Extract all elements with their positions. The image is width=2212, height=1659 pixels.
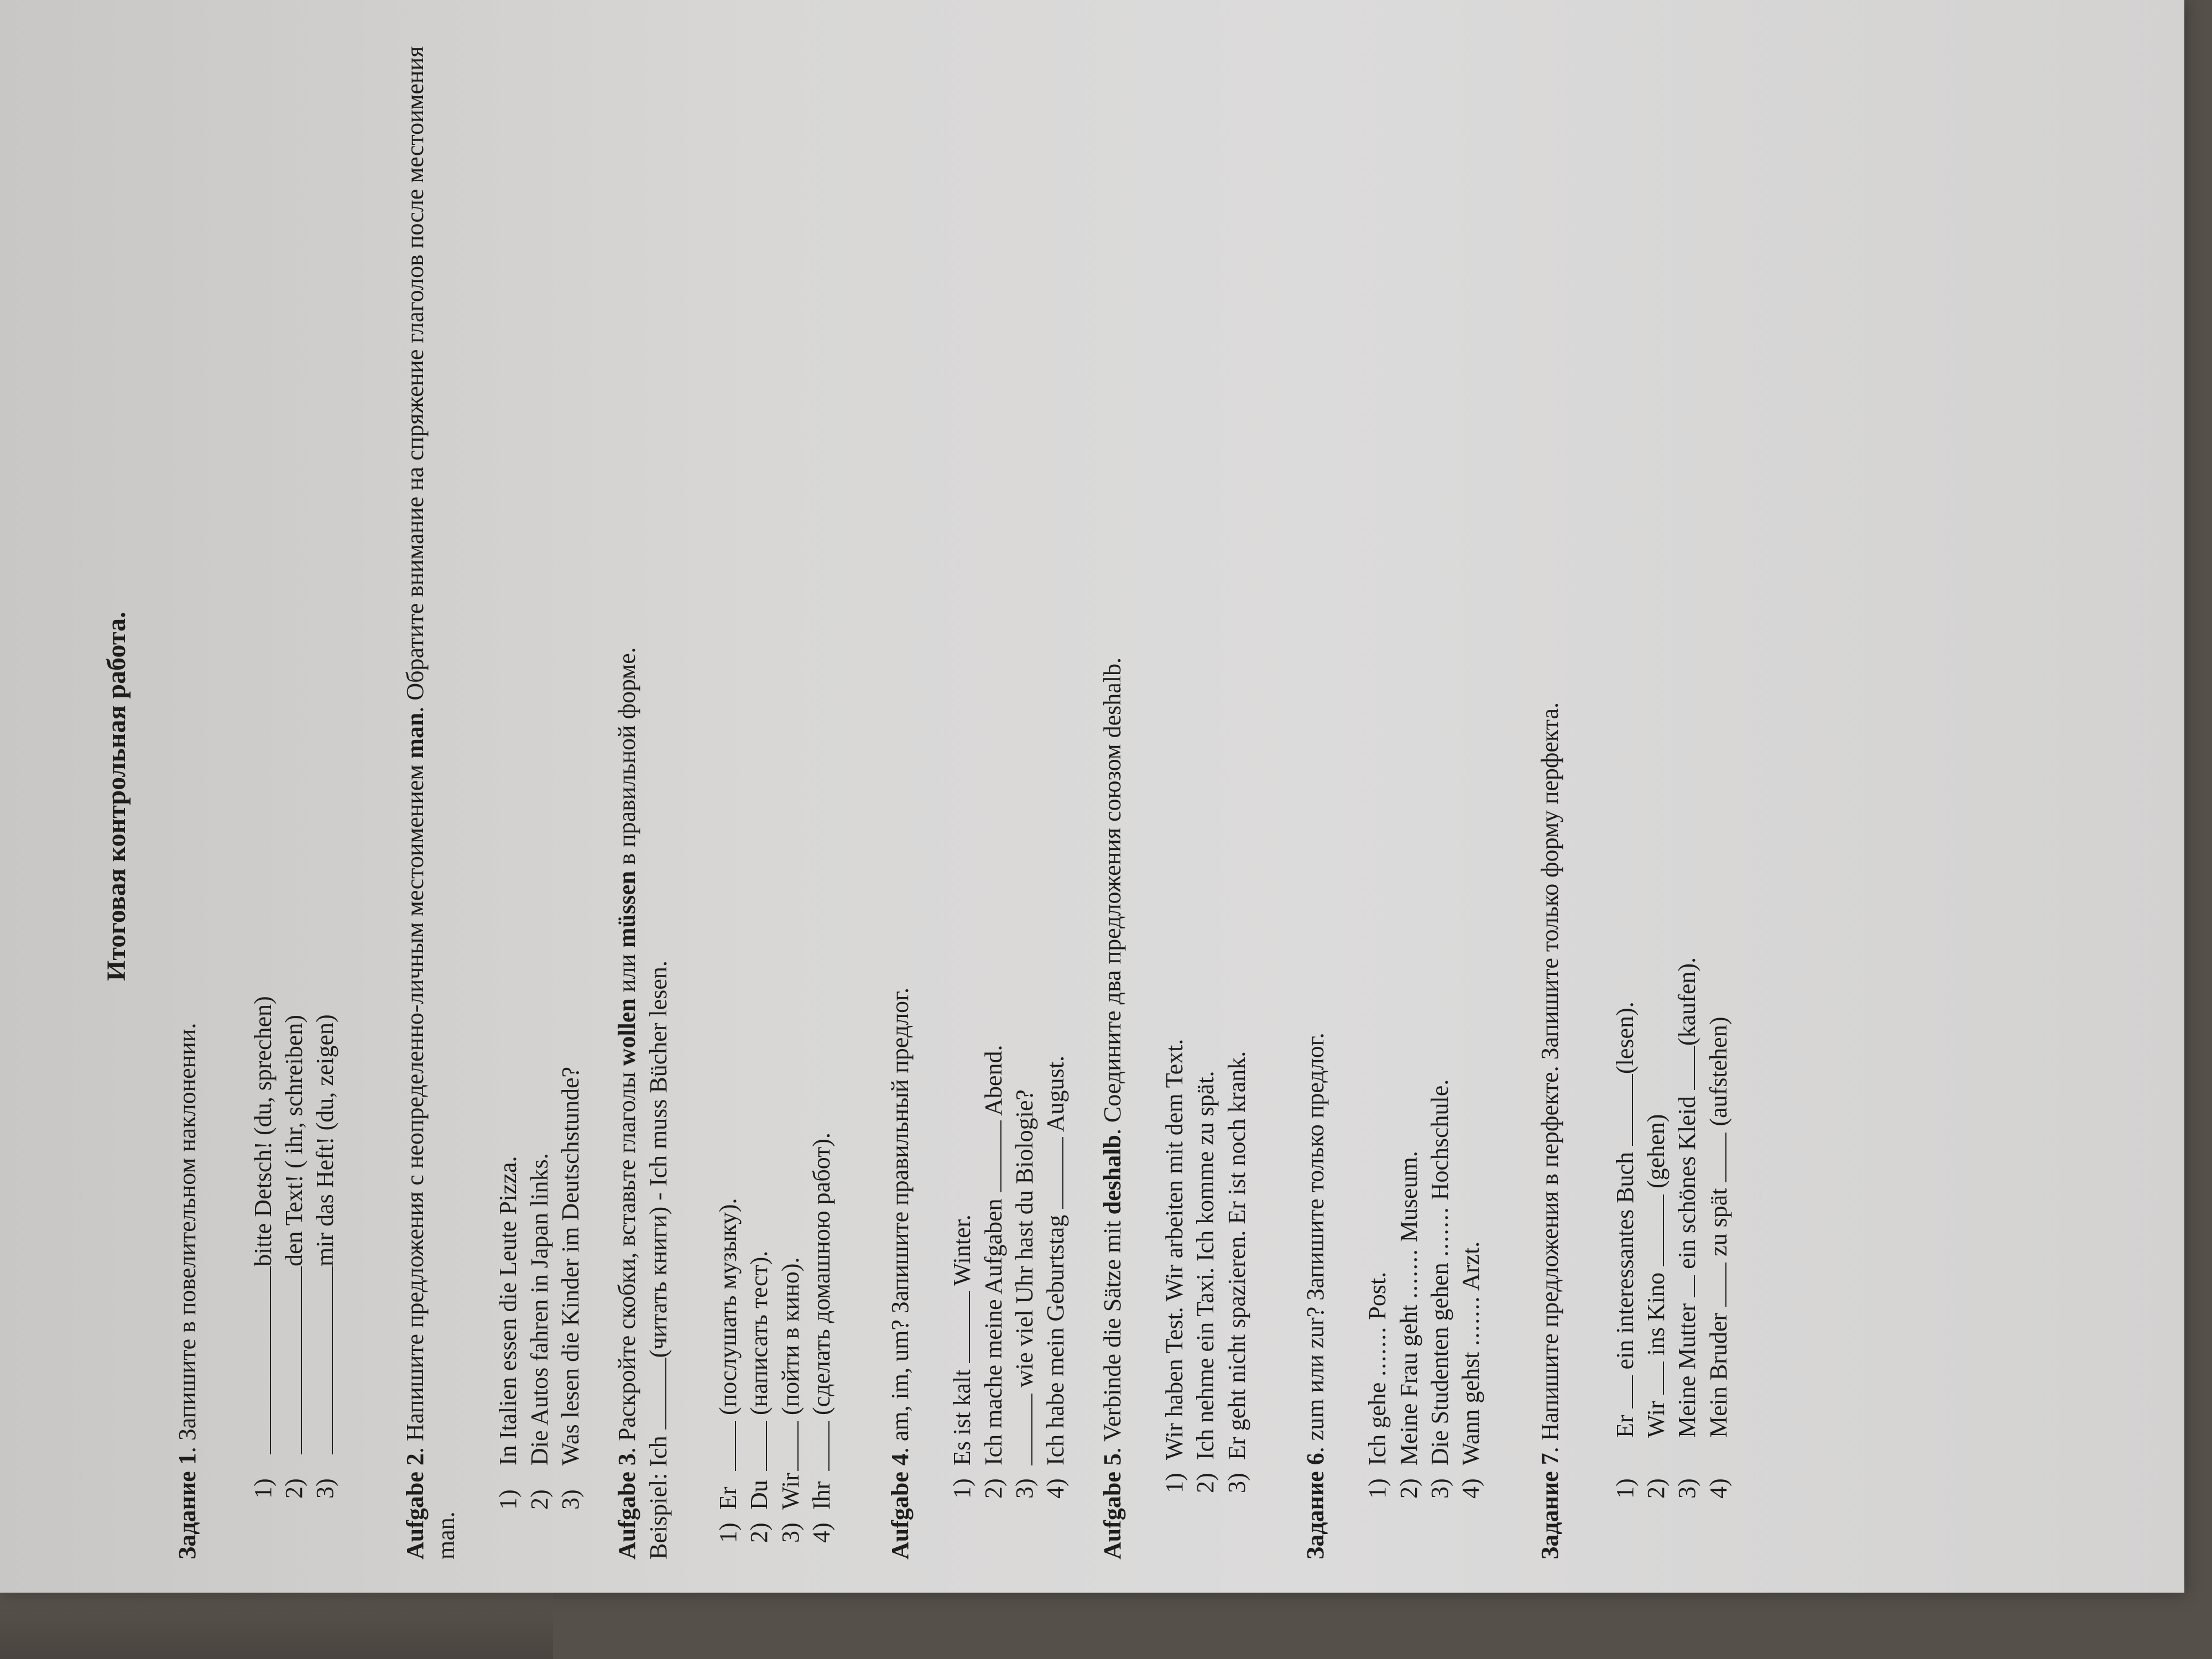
answer-blank[interactable] xyxy=(1644,1361,1664,1395)
task-5-instruction: Aufgabe 5. Verbinde die Sätze mit deshalb. Соедините два предложения союзом deshalb. xyxy=(1098,657,1126,1559)
task-6-list xyxy=(1362,33,1486,1499)
task-7-list xyxy=(1610,33,1734,1499)
answer-blank[interactable] xyxy=(313,1266,333,1454)
answer-blank[interactable] xyxy=(1707,1133,1726,1182)
list-item: 3)Was lesen die Kinder im Deutschstunde? xyxy=(556,1066,584,1510)
answer-dots[interactable]: ....... xyxy=(1395,1248,1422,1299)
page-title: Итоговая контрольная работа. xyxy=(102,612,131,982)
task-6-instruction: Задание 6. zum или zur? Запишите только предлог. xyxy=(1301,1032,1329,1559)
answer-blank[interactable] xyxy=(1013,1394,1032,1465)
answer-blank[interactable] xyxy=(950,1291,970,1363)
list-item: 1)Er ein interessantes Buch (lesen). xyxy=(1611,1001,1639,1499)
task-3-example: Beispiel: Ich (читать книги) - Ich muss Bücher lesen. xyxy=(644,961,672,1559)
answer-blank[interactable] xyxy=(810,1421,830,1471)
task-5-label: Aufgabe 5 xyxy=(1098,1453,1126,1559)
task-7-instruction: Задание 7. Напишите предложения в перфекте. Запишите только форму перфекта. xyxy=(1536,702,1563,1559)
answer-blank[interactable] xyxy=(747,1421,767,1471)
answer-blank[interactable] xyxy=(982,1120,1001,1192)
task-4 xyxy=(885,33,1072,1559)
list-item: 4)Mein Bruder zu spät (aufstehen) xyxy=(1704,1016,1732,1499)
task-3-list xyxy=(713,33,837,1543)
list-item: 2)Du (написать тест). xyxy=(745,1250,773,1543)
task-2-label: Aufgabe 2 xyxy=(401,1453,429,1559)
task-7-label: Задание 7 xyxy=(1536,1453,1563,1559)
answer-dots[interactable]: ....... xyxy=(1364,1326,1391,1376)
list-item: 2)Die Autos fahren in Japan links. xyxy=(525,1153,553,1510)
task-2-instruction: Aufgabe 2. Напишите предложения с неопределенно-личным местоимением man. Обратите внимание на спряжение глаголов после местоимения man. xyxy=(401,46,460,1559)
answer-blank[interactable] xyxy=(1707,1262,1726,1307)
task-6-label: Задание 6 xyxy=(1301,1453,1329,1559)
task-2-list xyxy=(493,33,586,1510)
task-1-label: Задание 1 xyxy=(174,1453,201,1559)
task-1-instruction: Задание 1. Запишите в повелительном наклонении. xyxy=(174,1022,201,1559)
list-item: 3)Er geht nicht spazieren. Er ist noch krank. xyxy=(1223,1051,1250,1493)
list-item: 2)Ich nehme ein Taxi. Ich komme zu spät. xyxy=(1192,1071,1219,1493)
answer-blank[interactable] xyxy=(1044,1137,1063,1209)
list-item: 3)mir das Heft! (du, zeigen) xyxy=(311,1014,339,1499)
task-5 xyxy=(1097,33,1253,1559)
answer-blank[interactable] xyxy=(1644,1194,1664,1266)
answer-blank[interactable] xyxy=(251,1266,271,1454)
answer-dots[interactable]: ....... xyxy=(1457,1295,1485,1346)
task-4-list xyxy=(947,33,1071,1499)
answer-blank[interactable] xyxy=(1675,1046,1695,1090)
answer-blank[interactable] xyxy=(779,1421,799,1471)
list-item: 2)Wir ins Kino (gehen) xyxy=(1642,1114,1670,1499)
answer-blank[interactable] xyxy=(1675,1275,1695,1297)
answer-blank[interactable] xyxy=(716,1421,736,1471)
list-item: 3)Die Studenten gehen ....... Hochschule. xyxy=(1426,1079,1453,1499)
task-5-list xyxy=(1159,33,1253,1493)
answer-blank[interactable] xyxy=(1613,1074,1633,1146)
list-item: 4)Ihr (сделать домашною работ). xyxy=(807,1133,835,1543)
answer-dots[interactable]: ....... xyxy=(1426,1206,1453,1257)
task-2 xyxy=(400,33,587,1559)
list-item: 2)den Text! ( ihr, schreiben) xyxy=(280,1015,308,1499)
list-item: 2)Ich mache meine Aufgaben Abend. xyxy=(979,1045,1007,1499)
task-3-label: Aufgabe 3 xyxy=(613,1453,641,1559)
task-1-list xyxy=(248,33,341,1499)
list-item: 1)bitte Detsch! (du, sprechen) xyxy=(249,996,276,1499)
task-6 xyxy=(1300,33,1487,1559)
list-item: 3) wie viel Uhr hast du Biologie? xyxy=(1011,1089,1039,1499)
list-item: 4)Wann gehst ....... Arzt. xyxy=(1457,1241,1485,1499)
task-7 xyxy=(1535,33,1735,1559)
list-item: 1)Er (послушать музыку). xyxy=(714,1198,742,1543)
task-4-instruction: Aufgabe 4. am, im, um? Запишите правильный предлог. xyxy=(886,987,914,1559)
list-item: 1)In Italien essen die Leute Pizza. xyxy=(494,1156,522,1510)
task-3-instruction: Aufgabe 3. Раскройте скобки, вставьте глаголы wollen или müssen в правильной форме. xyxy=(613,647,641,1559)
list-item: 1)Es ist kalt Winter. xyxy=(948,1214,976,1499)
list-item: 4)Ich habe mein Geburtstag August. xyxy=(1042,1056,1070,1499)
list-item: 3)Meine Mutter ein schönes Kleid (kaufen). xyxy=(1673,957,1701,1499)
example-blank xyxy=(646,1358,666,1430)
task-4-label: Aufgabe 4 xyxy=(886,1453,914,1559)
task-3 xyxy=(612,33,837,1559)
answer-blank[interactable] xyxy=(1613,1375,1633,1408)
list-item: 2)Meine Frau geht ....... Museum. xyxy=(1395,1151,1422,1499)
task-1 xyxy=(172,33,341,1559)
list-item: 1)Wir haben Test. Wir arbeiten mit dem Text. xyxy=(1161,1039,1188,1493)
list-item: 1)Ich gehe ....... Post. xyxy=(1364,1271,1391,1499)
worksheet-content xyxy=(83,33,2184,1559)
answer-blank[interactable] xyxy=(282,1266,302,1454)
list-item: 3)Wir (пойти в кино). xyxy=(776,1257,804,1543)
